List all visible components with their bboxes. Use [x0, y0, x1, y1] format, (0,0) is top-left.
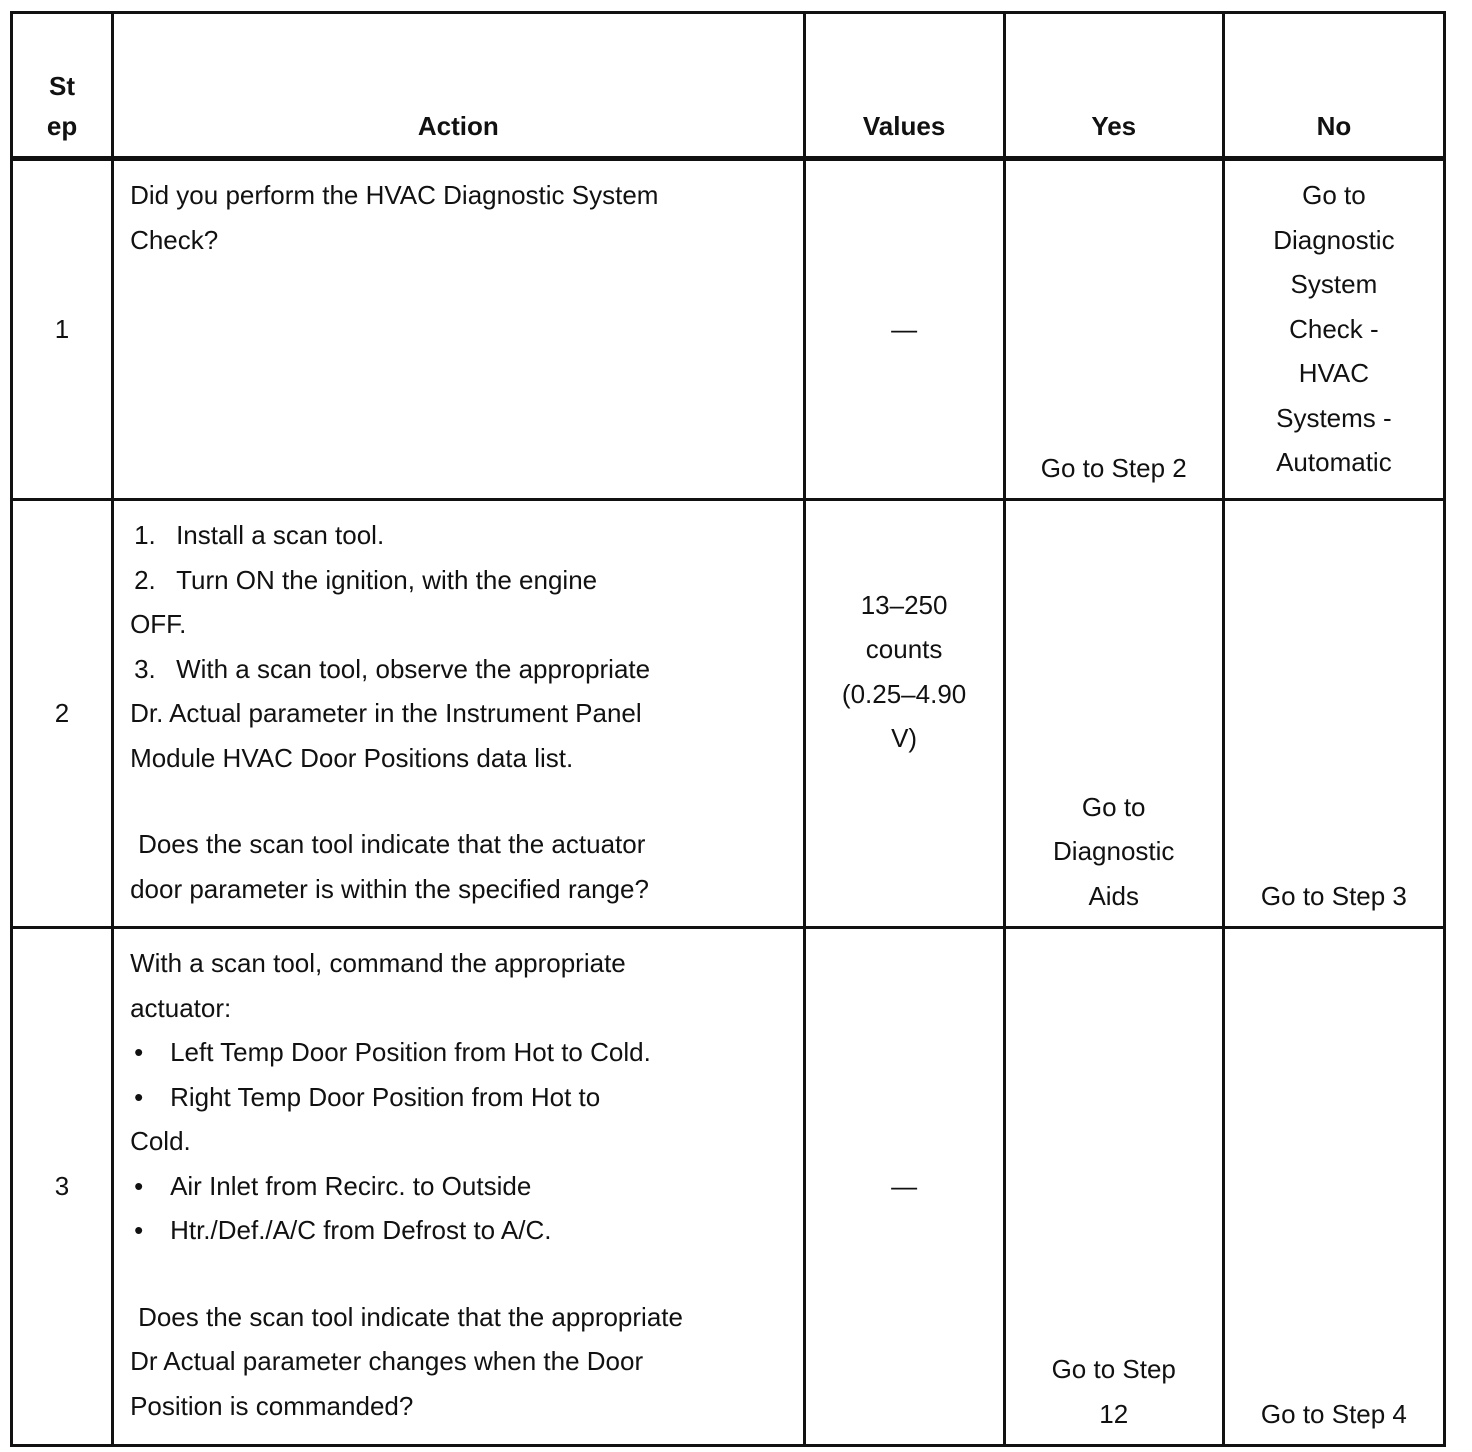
header-row [12, 13, 1445, 159]
value-line: V) [891, 723, 918, 753]
bullet-text: Left Temp Door Position from Hot to Cold. [170, 1037, 651, 1067]
item-text: With a scan tool, observe the appropriate [176, 653, 651, 684]
no-link-line[interactable]: Automatic [1276, 447, 1392, 477]
bullet-continuation: Cold. [130, 1126, 191, 1156]
step-number: 1 [12, 159, 113, 500]
header-action: Action [113, 13, 804, 159]
item-text: Install a scan tool. [176, 520, 385, 550]
numbered-item [130, 558, 786, 603]
no-link-line[interactable]: Diagnostic [1273, 224, 1395, 255]
bullet-text: Air Inlet from Recirc. to Outside [170, 1170, 532, 1201]
step-number: 3 [12, 928, 113, 1446]
no-link-line[interactable]: HVAC [1298, 358, 1370, 388]
yes-link-line[interactable]: 12 [1099, 1398, 1129, 1429]
no-cell[interactable] [1223, 159, 1444, 500]
no-link-line[interactable]: Systems - [1276, 402, 1392, 433]
no-link-line[interactable]: Go to [1302, 180, 1366, 210]
bullet-icon: • [134, 1215, 144, 1245]
item-text: Module HVAC Door Positions data list. [130, 742, 574, 773]
value-line: (0.25–4.90 [841, 678, 967, 709]
diagnostic-table [10, 11, 1446, 1447]
item-text: OFF. [130, 609, 187, 639]
no-link-line[interactable]: System [1290, 269, 1378, 299]
question-line: Dr Actual parameter changes when the Door [130, 1346, 644, 1376]
step-number: 2 [12, 500, 113, 928]
value-line: 13–250 [860, 589, 948, 620]
action-cell [113, 159, 804, 500]
values-cell: — [804, 928, 1004, 1446]
no-cell [1223, 928, 1444, 1446]
bullet-icon: • [134, 1170, 144, 1201]
no-cell [1223, 500, 1444, 928]
table-row [12, 159, 1445, 500]
bullet-item [130, 1075, 786, 1120]
values-cell: — [804, 159, 1004, 500]
value-line: counts [865, 634, 943, 664]
action-cell [113, 500, 804, 928]
no-link[interactable]: Go to Step 3 [1260, 880, 1407, 911]
action-line: Check? [130, 224, 219, 255]
bullet-item [130, 1208, 786, 1253]
yes-link[interactable]: Go to Step 2 [1040, 452, 1187, 483]
bullet-text: Htr./Def./A/C from Defrost to A/C. [170, 1215, 552, 1245]
header-step-label: St ep [46, 71, 78, 141]
item-number: 2. [134, 564, 156, 595]
bullet-item [130, 1030, 786, 1075]
question-line: Does the scan tool indicate that the appropriate [138, 1301, 683, 1332]
action-line: actuator: [130, 992, 232, 1023]
yes-link-line[interactable]: Go to [1081, 791, 1146, 822]
header-no: No [1223, 13, 1444, 159]
item-number: 3. [134, 653, 156, 684]
numbered-item [130, 513, 786, 558]
values-cell [804, 500, 1004, 928]
bullet-text: Right Temp Door Position from Hot to [170, 1081, 601, 1112]
numbered-item-continuation [130, 602, 786, 647]
numbered-item [130, 647, 786, 692]
numbered-item-continuation [130, 736, 786, 781]
yes-cell [1004, 159, 1223, 500]
bullet-item [130, 1164, 786, 1209]
bullet-icon: • [134, 1037, 144, 1067]
yes-link-line[interactable]: Aids [1088, 880, 1140, 911]
header-step [12, 13, 113, 159]
header-yes: Yes [1004, 13, 1223, 159]
action-line: With a scan tool, command the appropriate [130, 948, 626, 978]
item-text: Dr. Actual parameter in the Instrument Panel [130, 698, 642, 728]
header-values: Values [804, 13, 1004, 159]
yes-cell[interactable] [1004, 500, 1223, 928]
question-line: Position is commanded? [130, 1390, 414, 1421]
no-link-line[interactable]: Check - [1289, 313, 1379, 344]
yes-link-line[interactable]: Go to Step [1051, 1354, 1176, 1384]
yes-cell[interactable] [1004, 928, 1223, 1446]
question-line: door parameter is within the specified range? [130, 873, 649, 904]
question-line: Does the scan tool indicate that the actuator [138, 829, 646, 859]
yes-link-line[interactable]: Diagnostic [1053, 836, 1175, 866]
item-text: Turn ON the ignition, with the engine [176, 564, 598, 595]
table-row [12, 500, 1445, 928]
item-number: 1. [134, 520, 156, 550]
no-link[interactable]: Go to Step 4 [1260, 1398, 1407, 1429]
numbered-item-continuation [130, 691, 786, 736]
bullet-icon: • [134, 1081, 144, 1112]
action-cell [113, 928, 804, 1446]
table-row [12, 928, 1445, 1446]
action-line: Did you perform the HVAC Diagnostic System [130, 180, 659, 210]
